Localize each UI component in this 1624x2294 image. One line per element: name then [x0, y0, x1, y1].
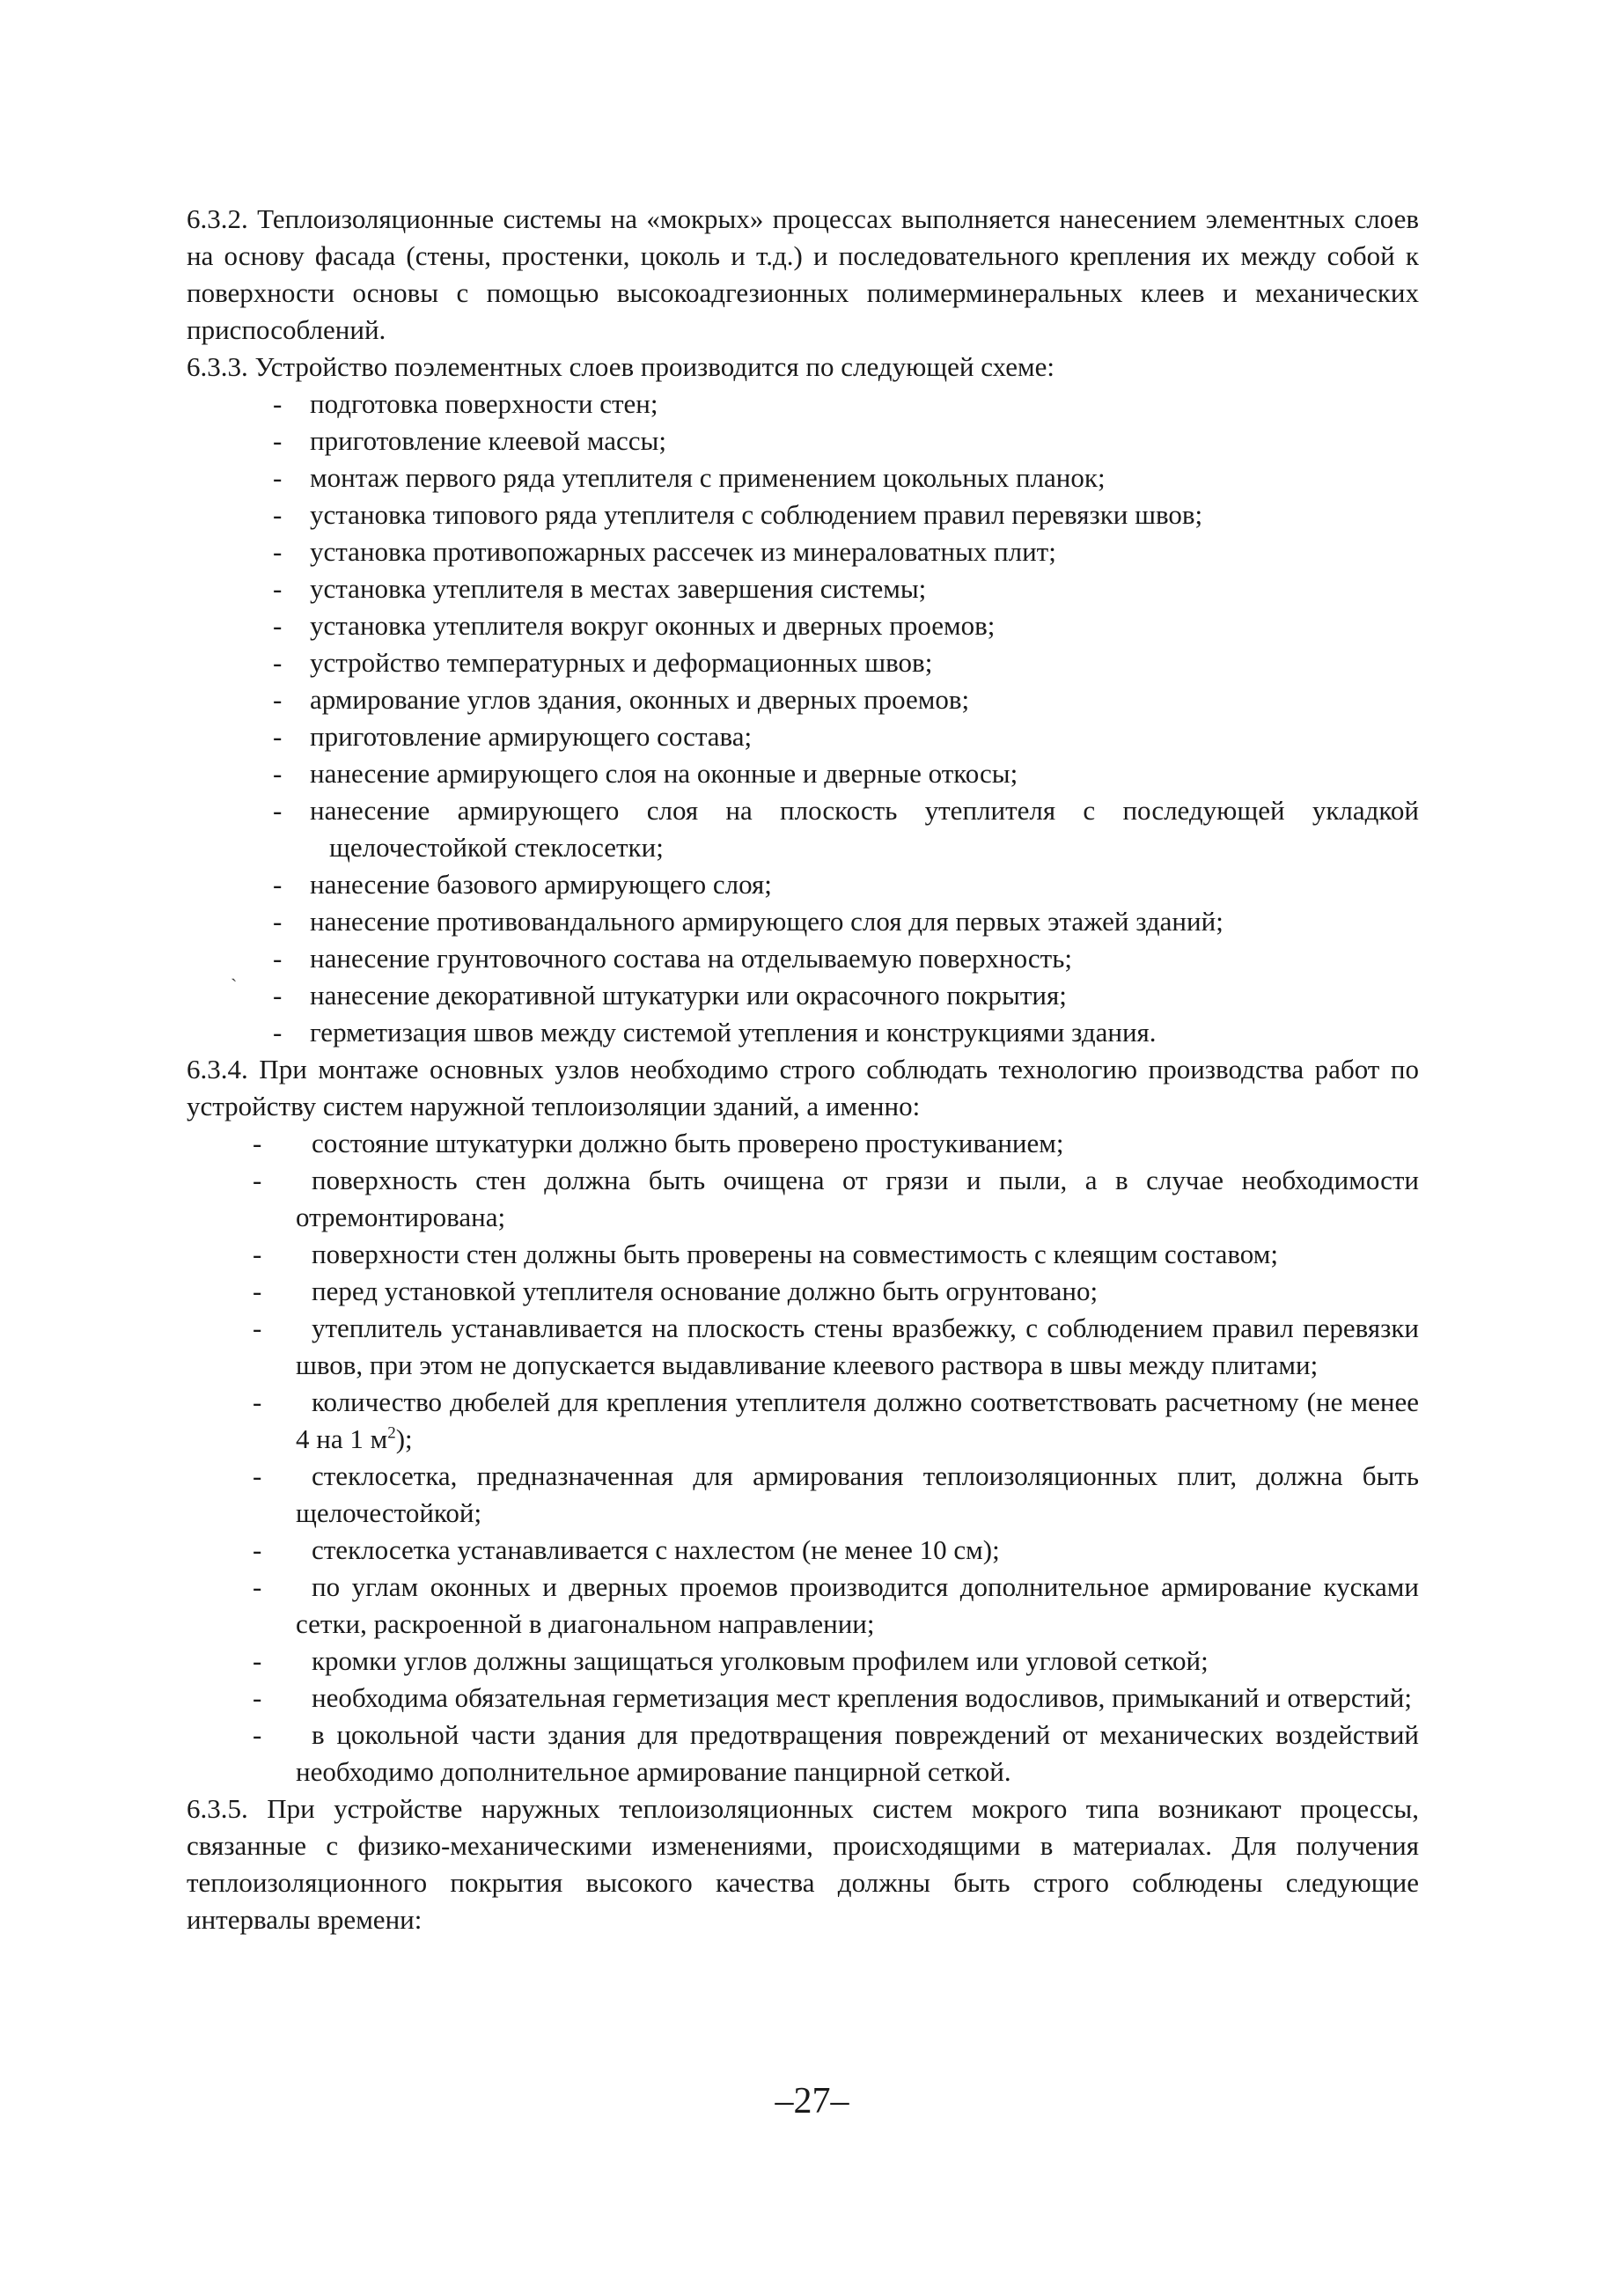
list-item — [187, 903, 1419, 940]
list-item — [187, 1569, 1419, 1643]
list-item — [187, 644, 1419, 681]
dash-marker: - — [253, 1534, 262, 1565]
dash-marker: - — [253, 1682, 262, 1713]
dash-marker: - — [273, 647, 283, 678]
paragraph-6-3-3: 6.3.3. Устройство поэлементных слоев производится по следующей схеме: — [187, 351, 1055, 382]
dash-marker: - — [273, 721, 283, 752]
list-item — [187, 570, 1419, 607]
dash-marker: - — [253, 1312, 262, 1343]
list-item — [187, 1310, 1419, 1384]
list-item-text: по углам оконных и дверных проемов производится дополнительное армирование кусками сетки, раскроенной в диагональном направлении; — [296, 1571, 1419, 1639]
list-item — [187, 607, 1419, 644]
list-item — [187, 755, 1419, 792]
dash-marker: - — [273, 573, 283, 604]
list-item — [187, 681, 1419, 718]
dash-marker: - — [273, 906, 283, 937]
dash-marker: - — [253, 1386, 262, 1417]
dash-marker: - — [273, 980, 283, 1011]
list-item-text: нанесение противовандального армирующего слоя для первых этажей зданий; — [310, 906, 1224, 937]
dash-marker: - — [273, 425, 283, 456]
dash-marker: - — [253, 1276, 262, 1306]
list-item-text: поверхность стен должна быть очищена от грязи и пыли, а в случае необходимости отремонтирована; — [296, 1165, 1419, 1232]
list-item-text: нанесение грунтовочного состава на отделываемую поверхность; — [310, 943, 1072, 974]
list-item-text: герметизация швов между системой утепления и конструкциями здания. — [310, 1017, 1157, 1048]
list-item — [187, 386, 1419, 423]
list-item-text: поверхности стен должны быть проверены на совместимость с клеящим составом; — [312, 1239, 1278, 1269]
list-item-text: установка типового ряда утеплителя с соблюдением правил перевязки швов; — [310, 499, 1203, 530]
list-item — [187, 977, 1419, 1014]
dash-marker: - — [273, 499, 283, 530]
list-item-text-main: количество дюбелей для крепления утеплителя должно соответствовать расчетному (не менее 4 на 1 м — [296, 1386, 1419, 1454]
list-item-text: приготовление армирующего состава; — [310, 721, 753, 752]
list-item-text: установка противопожарных рассечек из минераловатных плит; — [310, 536, 1056, 567]
list-item-text: нанесение декоративной штукатурки или окрасочного покрытия; — [310, 980, 1067, 1011]
list-item — [187, 940, 1419, 977]
paragraph-6-3-5: 6.3.5. При устройстве наружных теплоизоляционных систем мокрого типа возникают процессы, связанные с физико-механическими изменениями, происходящими в материалах. Для получения теплоизоляционного покрытия высокого качества должны быть строго соблюдены следующие интервалы времени: — [187, 1793, 1419, 1935]
paragraph-6-3-2: 6.3.2. Теплоизоляционные системы на «мокрых» процессах выполняется нанесением элементных слоев на основу фасада (стены, простенки, цоколь и т.д.) и последовательного крепления их между собой к поверхности основы с помощью высокоадгезионных полимерминеральных клеев и механических приспособлений. — [187, 203, 1419, 345]
list-item-text: щелочестойкой стеклосетки; — [329, 832, 664, 863]
list-item-text — [296, 1384, 1419, 1458]
dash-marker: - — [273, 1017, 283, 1048]
list-item — [187, 718, 1419, 755]
dash-marker: - — [273, 758, 283, 789]
dash-marker: - — [253, 1645, 262, 1676]
list-item-text: кромки углов должны защищаться уголковым профилем или угловой сеткой; — [312, 1645, 1209, 1676]
list-item-text: установка утеплителя в местах завершения системы; — [310, 573, 927, 604]
list-item — [187, 1014, 1419, 1051]
superscript-2: 2 — [387, 1423, 396, 1443]
list-item — [187, 1384, 1419, 1458]
list-item — [187, 1717, 1419, 1790]
list-item — [187, 496, 1419, 533]
layer-sequence-list — [187, 386, 1419, 1051]
list-item — [187, 1236, 1419, 1273]
list-item — [187, 1125, 1419, 1162]
list-item-text: стеклосетка, предназначенная для армирования теплоизоляционных плит, должна быть щелочестойкой; — [296, 1460, 1419, 1528]
dash-marker: - — [273, 388, 283, 419]
list-item-text: армирование углов здания, оконных и дверных проемов; — [310, 684, 970, 715]
list-item-continuation — [187, 829, 1419, 866]
list-item — [187, 1273, 1419, 1310]
list-item-text: в цокольной части здания для предотвращения повреждений от механических воздействий необходимо дополнительное армирование панцирной сеткой. — [296, 1719, 1419, 1787]
list-item — [187, 423, 1419, 460]
dash-marker: - — [253, 1128, 262, 1158]
assembly-requirements-list — [187, 1125, 1419, 1790]
list-item-text: утеплитель устанавливается на плоскость стены вразбежку, с соблюдением правил перевязки швов, при этом не допускается выдавливание клеевого раствора в швы между плитами; — [296, 1312, 1419, 1380]
page-number: –27– — [775, 2081, 849, 2121]
list-item-text: нанесение базового армирующего слоя; — [310, 869, 772, 900]
list-item — [187, 866, 1419, 903]
dash-marker: - — [253, 1460, 262, 1491]
list-item-text: установка утеплителя вокруг оконных и дверных проемов; — [310, 610, 996, 641]
list-item-text: необходима обязательная герметизация мест крепления водосливов, примыканий и отверстий; — [312, 1682, 1412, 1713]
list-item-text: подготовка поверхности стен; — [310, 388, 658, 419]
list-item — [187, 1680, 1419, 1717]
dash-marker: - — [273, 536, 283, 567]
dash-marker: - — [253, 1571, 262, 1602]
dash-marker: - — [273, 869, 283, 900]
dash-marker: - — [273, 795, 283, 826]
list-item-text-close: ); — [395, 1423, 413, 1454]
list-item-text: перед установкой утеплителя основание должно быть огрунтовано; — [312, 1276, 1099, 1306]
list-item-text: состояние штукатурки должно быть проверено простукиванием; — [312, 1128, 1064, 1158]
list-item — [187, 1162, 1419, 1236]
page-body — [187, 201, 1419, 1938]
stray-mark: ˏ — [231, 960, 238, 982]
dash-marker: - — [273, 684, 283, 715]
dash-marker: - — [253, 1165, 262, 1195]
list-item-text: приготовление клеевой массы; — [310, 425, 666, 456]
list-item — [187, 1532, 1419, 1569]
list-item-text: нанесение армирующего слоя на плоскость утеплителя с последующей укладкой — [310, 795, 1419, 826]
list-item-text: монтаж первого ряда утеплителя с применением цокольных планок; — [310, 462, 1106, 493]
list-item — [187, 792, 1419, 829]
dash-marker: - — [273, 943, 283, 974]
list-item — [187, 1458, 1419, 1532]
list-item — [187, 1643, 1419, 1680]
list-item — [187, 533, 1419, 570]
paragraph-6-3-4: 6.3.4. При монтаже основных узлов необходимо строго соблюдать технологию производства работ по устройству систем наружной теплоизоляции зданий, а именно: — [187, 1054, 1419, 1121]
dash-marker: - — [253, 1719, 262, 1750]
list-item-text: стеклосетка устанавливается с нахлестом (не менее 10 см); — [312, 1534, 1000, 1565]
list-item-text: нанесение армирующего слоя на оконные и дверные откосы; — [310, 758, 1018, 789]
list-item-text: устройство температурных и деформационных швов; — [310, 647, 933, 678]
dash-marker: - — [273, 610, 283, 641]
list-item — [187, 460, 1419, 496]
dash-marker: - — [253, 1239, 262, 1269]
dash-marker: - — [273, 462, 283, 493]
